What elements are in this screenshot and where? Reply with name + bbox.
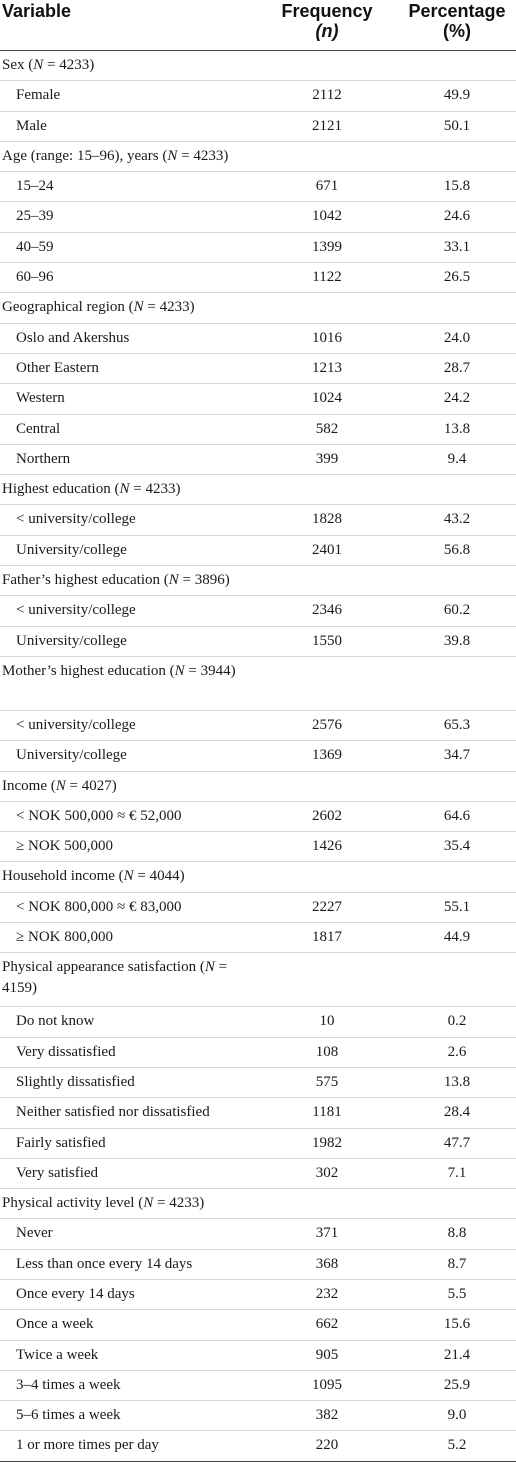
table-row [0, 627, 516, 657]
percentage-cell: 55.1 [443, 898, 471, 915]
row-label: < university/college [16, 716, 136, 733]
percentage-cell: 25.9 [443, 1376, 471, 1393]
table-row [0, 1431, 516, 1461]
percentage-cell: 65.3 [443, 716, 471, 733]
section-label: Father’s highest education (N = 3896) [2, 572, 230, 589]
table-row [0, 923, 516, 953]
percentage-cell: 34.7 [443, 747, 471, 764]
frequency-cell: 1817 [312, 929, 342, 946]
section-label: Income (N = 4027) [2, 777, 117, 794]
row-label: 25–39 [16, 208, 54, 225]
section-header-row [0, 657, 516, 711]
row-label: < university/college [16, 511, 136, 528]
row-label: 15–24 [16, 178, 54, 195]
row-label: Oslo and Akershus [16, 329, 130, 346]
section-header-row [0, 772, 516, 802]
row-label: University/college [16, 541, 127, 558]
header-frequency-label: Frequency [281, 1, 373, 21]
percentage-cell: 24.6 [443, 208, 471, 225]
frequency-cell: 368 [315, 1255, 339, 1272]
section-label: Geographical region (N = 4233) [2, 299, 195, 316]
frequency-cell: 1982 [312, 1134, 342, 1151]
frequency-cell: 1426 [312, 838, 342, 855]
table-row [0, 1007, 516, 1037]
percentage-cell: 26.5 [443, 269, 471, 286]
percentage-cell: 2.6 [447, 1043, 467, 1060]
percentage-cell: 43.2 [443, 511, 471, 528]
table-row [0, 202, 516, 232]
row-label: 1 or more times per day [16, 1437, 159, 1454]
table-row [0, 596, 516, 626]
section-header-row [0, 862, 516, 892]
frequency-cell: 10 [319, 1013, 335, 1030]
table-row [0, 415, 516, 445]
percentage-cell: 7.1 [447, 1164, 467, 1181]
percentage-cell: 0.2 [447, 1013, 467, 1030]
table-row [0, 741, 516, 771]
frequency-cell: 1181 [312, 1104, 342, 1121]
percentage-cell: 50.1 [443, 117, 471, 134]
row-label: Less than once every 14 days [16, 1255, 193, 1272]
percentage-cell: 35.4 [443, 838, 471, 855]
frequency-cell: 1024 [312, 390, 342, 407]
table-row [0, 1129, 516, 1159]
header-frequency-unit: (n) [315, 21, 339, 41]
frequency-cell: 399 [315, 450, 339, 467]
row-label: Never [16, 1225, 53, 1242]
table-row [0, 1341, 516, 1371]
row-label: 3–4 times a week [16, 1376, 121, 1393]
frequency-cell: 371 [315, 1225, 339, 1242]
row-label: ≥ NOK 500,000 [16, 838, 113, 855]
frequency-cell: 1122 [312, 269, 342, 286]
table-row [0, 112, 516, 142]
table-row [0, 505, 516, 535]
table-row [0, 172, 516, 202]
percentage-cell: 8.7 [447, 1255, 467, 1272]
section-label: Physical activity level (N = 4233) [2, 1195, 205, 1212]
header-variable: Variable [2, 1, 72, 21]
row-label: Twice a week [16, 1346, 99, 1363]
frequency-cell: 2121 [312, 117, 342, 134]
table-row [0, 81, 516, 111]
table-row [0, 1068, 516, 1098]
row-label: Very satisfied [16, 1164, 99, 1181]
table-row [0, 354, 516, 384]
frequency-cell: 905 [315, 1346, 339, 1363]
section-header-row [0, 51, 516, 81]
frequency-cell: 2227 [312, 898, 342, 915]
percentage-cell: 8.8 [447, 1225, 467, 1242]
row-label: Fairly satisfied [16, 1134, 106, 1151]
section-label: Mother’s highest education (N = 3944) [2, 662, 236, 679]
table-row [0, 536, 516, 566]
frequency-cell: 1016 [312, 329, 342, 346]
row-label: 40–59 [16, 238, 54, 255]
row-label: < NOK 500,000 ≈ € 52,000 [16, 807, 182, 824]
row-label: University/college [16, 632, 127, 649]
frequency-cell: 662 [315, 1316, 339, 1333]
table-row [0, 893, 516, 923]
frequency-cell: 2602 [312, 807, 342, 824]
section-label: Highest education (N = 4233) [2, 481, 181, 498]
frequency-cell: 2576 [312, 716, 342, 733]
section-header-row [0, 475, 516, 505]
percentage-cell: 64.6 [443, 807, 471, 824]
table-row [0, 1159, 516, 1189]
section-label: Physical appearance satisfaction (N = 4159) [2, 959, 228, 997]
row-label: ≥ NOK 800,000 [16, 929, 113, 946]
frequency-cell: 2112 [312, 87, 342, 104]
frequency-cell: 302 [315, 1164, 339, 1181]
percentage-cell: 49.9 [443, 87, 471, 104]
table-header [0, 0, 516, 51]
row-label: Neither satisfied nor dissatisfied [16, 1104, 210, 1121]
table-row [0, 1310, 516, 1340]
table-row [0, 384, 516, 414]
percentage-cell: 47.7 [443, 1134, 471, 1151]
percentage-cell: 24.0 [443, 329, 471, 346]
row-label: Central [16, 420, 61, 437]
frequency-cell: 671 [315, 178, 339, 195]
percentage-cell: 24.2 [443, 390, 471, 407]
table-row [0, 1038, 516, 1068]
table-row [0, 1219, 516, 1249]
frequency-cell: 575 [315, 1073, 339, 1090]
row-label: University/college [16, 747, 127, 764]
percentage-cell: 28.7 [443, 359, 471, 376]
percentage-cell: 33.1 [443, 238, 471, 255]
section-label: Household income (N = 4044) [2, 868, 185, 885]
row-label: Male [16, 117, 47, 134]
percentage-cell: 13.8 [443, 1073, 471, 1090]
section-label: Sex (N = 4233) [2, 57, 95, 73]
table-row [0, 802, 516, 832]
table-row [0, 1280, 516, 1310]
percentage-cell: 5.5 [447, 1285, 467, 1302]
row-label: Female [16, 87, 61, 104]
percentage-cell: 5.2 [447, 1437, 467, 1454]
row-label: < university/college [16, 602, 136, 619]
frequency-cell: 2346 [312, 602, 342, 619]
frequency-cell: 220 [315, 1437, 339, 1454]
table-row [0, 1371, 516, 1401]
percentage-cell: 15.8 [443, 178, 471, 195]
frequency-cell: 1213 [312, 359, 342, 376]
frequency-cell: 582 [315, 420, 339, 437]
section-label: Age (range: 15–96), years (N = 4233) [2, 147, 229, 164]
header-percentage-label: Percentage [408, 1, 506, 21]
frequency-cell: 232 [315, 1285, 339, 1302]
percentage-cell: 15.6 [443, 1316, 471, 1333]
table-body [0, 51, 516, 1462]
frequency-cell: 1828 [312, 511, 342, 528]
frequency-cell: 108 [315, 1043, 339, 1060]
row-label: 5–6 times a week [16, 1407, 121, 1424]
row-label: Northern [16, 450, 71, 467]
percentage-cell: 9.0 [447, 1407, 467, 1424]
table-row [0, 324, 516, 354]
table-row [0, 1098, 516, 1128]
row-label: Once a week [16, 1316, 94, 1333]
percentage-cell: 60.2 [443, 602, 471, 619]
section-header-row [0, 293, 516, 323]
section-header-row [0, 1189, 516, 1219]
percentage-cell: 28.4 [443, 1104, 471, 1121]
table-row [0, 711, 516, 741]
table-row [0, 233, 516, 263]
header-frequency [262, 1, 392, 41]
row-label: Do not know [16, 1013, 95, 1030]
frequency-cell: 2401 [312, 541, 342, 558]
section-header-row [0, 953, 516, 1007]
row-label: Other Eastern [16, 359, 99, 376]
frequency-cell: 1042 [312, 208, 342, 225]
row-label: Very dissatisfied [16, 1043, 116, 1060]
row-label: < NOK 800,000 ≈ € 83,000 [16, 898, 182, 915]
frequency-cell: 1399 [312, 238, 342, 255]
frequency-cell: 382 [315, 1407, 339, 1424]
row-label: Western [16, 390, 65, 407]
section-header-row [0, 142, 516, 172]
header-percentage-unit: (%) [443, 21, 471, 41]
header-percentage [404, 1, 510, 41]
row-label: Slightly dissatisfied [16, 1073, 135, 1090]
percentage-cell: 9.4 [447, 450, 467, 467]
table-row [0, 832, 516, 862]
table-row [0, 263, 516, 293]
percentage-cell: 56.8 [443, 541, 471, 558]
percentage-cell: 13.8 [443, 420, 471, 437]
frequency-cell: 1550 [312, 632, 342, 649]
percentage-cell: 44.9 [443, 929, 471, 946]
frequency-cell: 1095 [312, 1376, 342, 1393]
percentage-cell: 21.4 [443, 1346, 471, 1363]
table-row [0, 1401, 516, 1431]
row-label: 60–96 [16, 269, 54, 286]
table-row [0, 445, 516, 475]
percentage-cell: 39.8 [443, 632, 471, 649]
row-label: Once every 14 days [16, 1285, 135, 1302]
frequency-cell: 1369 [312, 747, 342, 764]
section-header-row [0, 566, 516, 596]
table-row [0, 1250, 516, 1280]
